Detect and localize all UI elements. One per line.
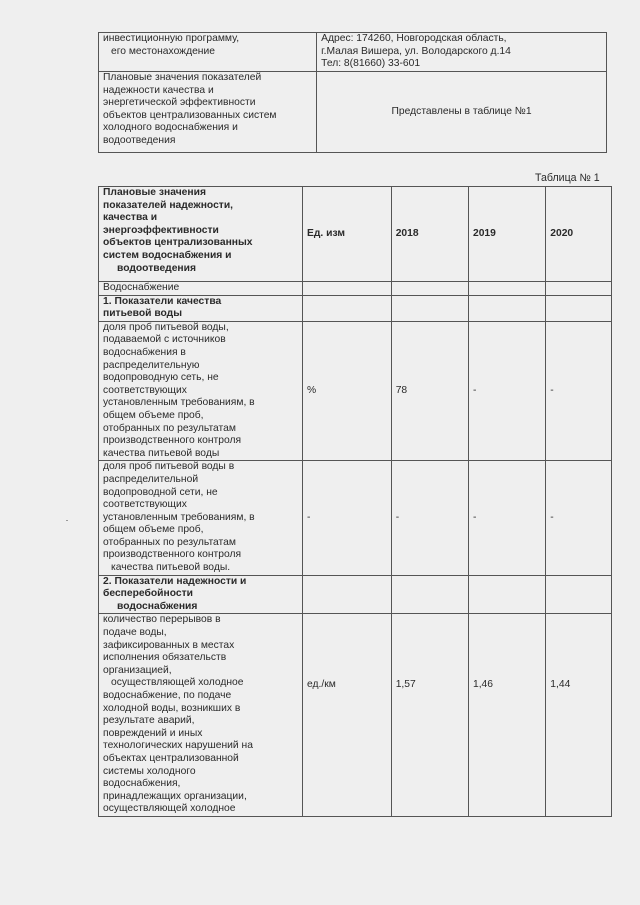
group-line: водоснабжения bbox=[117, 600, 198, 612]
indicator-row bbox=[99, 614, 612, 817]
indicator-line: соответствующих bbox=[103, 384, 187, 396]
indicator-label-cell bbox=[99, 614, 303, 817]
indicator-line: системы холодного bbox=[103, 765, 196, 777]
indicator-line: общем объеме проб, bbox=[103, 524, 204, 536]
section-row bbox=[99, 282, 612, 296]
info-values-reference: Представлены в таблице №1 bbox=[317, 72, 607, 153]
indicator-line: доля проб питьевой воды в bbox=[103, 461, 235, 473]
header-year-2020: 2020 bbox=[546, 187, 612, 282]
header-indicator-cell bbox=[99, 187, 303, 282]
unit-cell: - bbox=[303, 461, 392, 575]
indicator-line: осуществляющей холодное bbox=[103, 803, 236, 815]
indicator-line: общем объеме проб, bbox=[103, 409, 204, 421]
indicator-line: водоснабжения в bbox=[103, 346, 186, 358]
indicator-line: повреждений и иных bbox=[103, 727, 203, 739]
empty-cell bbox=[468, 575, 545, 614]
indicator-line: отобранных по результатам bbox=[103, 422, 236, 434]
value-2019: - bbox=[468, 321, 545, 461]
indicator-line: исполнения обязательств bbox=[103, 652, 227, 664]
scan-speck bbox=[66, 520, 68, 521]
empty-cell bbox=[303, 575, 392, 614]
indicator-line: результате аварий, bbox=[103, 715, 195, 727]
empty-cell bbox=[546, 282, 612, 296]
indicator-label-cell bbox=[99, 321, 303, 461]
indicator-line: водопроводной сети, не bbox=[103, 486, 218, 498]
header-unit: Ед. изм bbox=[303, 187, 392, 282]
group-row bbox=[99, 575, 612, 614]
empty-cell bbox=[303, 295, 392, 321]
indicator-line: производственного контроля bbox=[103, 549, 242, 561]
indicator-line: установленным требованиям, в bbox=[103, 511, 255, 523]
info-row-values bbox=[99, 72, 607, 153]
indicator-line: доля проб питьевой воды, bbox=[103, 321, 229, 333]
unit-cell: % bbox=[303, 321, 392, 461]
value-2020: - bbox=[546, 461, 612, 575]
group-row bbox=[99, 295, 612, 321]
empty-cell bbox=[546, 575, 612, 614]
info-values-line: энергетической эффективности bbox=[103, 97, 256, 109]
indicator-row bbox=[99, 461, 612, 575]
header-line: Плановые значения bbox=[103, 187, 206, 198]
indicator-line: распределительную bbox=[103, 359, 200, 371]
phone-line: Тел: 8(81660) 33-601 bbox=[321, 58, 421, 70]
address-line: Адрес: 174260, Новгородская область, bbox=[321, 33, 507, 44]
indicator-line: водоснабжения, bbox=[103, 778, 181, 790]
info-values-line: холодного водоснабжения и bbox=[103, 122, 238, 134]
table-caption: Таблица № 1 bbox=[535, 172, 600, 184]
table-header-row bbox=[99, 187, 612, 282]
info-values-label-cell bbox=[99, 72, 317, 153]
header-year-2018: 2018 bbox=[391, 187, 468, 282]
indicator-row bbox=[99, 321, 612, 461]
header-line: показателей надежности, bbox=[103, 199, 234, 211]
info-values-line: Плановые значения показателей bbox=[103, 72, 262, 83]
empty-cell bbox=[468, 295, 545, 321]
indicator-line: объектах централизованной bbox=[103, 752, 239, 764]
group-line: бесперебойности bbox=[103, 588, 193, 600]
indicator-line: водопроводную сеть, не bbox=[103, 372, 219, 384]
info-label-line: инвестиционную программу, bbox=[103, 33, 240, 44]
indicator-line: установленным требованиям, в bbox=[103, 397, 255, 409]
header-line: качества и bbox=[103, 212, 158, 224]
group-label-cell bbox=[99, 575, 303, 614]
empty-cell bbox=[391, 295, 468, 321]
indicator-line: подаче воды, bbox=[103, 627, 167, 639]
group-line: питьевой воды bbox=[103, 308, 183, 320]
value-2018: - bbox=[391, 461, 468, 575]
indicator-line: качества питьевой воды. bbox=[111, 562, 231, 574]
value-2019: 1,46 bbox=[468, 614, 545, 817]
indicator-line: принадлежащих организации, bbox=[103, 790, 247, 802]
indicator-label-cell bbox=[99, 461, 303, 575]
header-year-2019: 2019 bbox=[468, 187, 545, 282]
value-2020: - bbox=[546, 321, 612, 461]
unit-cell: ед./км bbox=[303, 614, 392, 817]
info-values-line: водоотведения bbox=[103, 134, 176, 146]
empty-cell bbox=[468, 282, 545, 296]
empty-cell bbox=[391, 282, 468, 296]
info-values-line: надежности качества и bbox=[103, 84, 214, 96]
info-label-line: его местонахождение bbox=[111, 45, 215, 57]
indicator-line: технологических нарушений на bbox=[103, 740, 253, 752]
address-line: г.Малая Вишера, ул. Володарского д.14 bbox=[321, 45, 511, 57]
header-line: систем водоснабжения и bbox=[103, 249, 232, 261]
indicator-line: холодной воды, возникших в bbox=[103, 702, 241, 714]
indicator-line: зафиксированных в местах bbox=[103, 639, 235, 651]
empty-cell bbox=[391, 575, 468, 614]
group-label-cell bbox=[99, 295, 303, 321]
indicator-line: качества питьевой воды bbox=[103, 447, 220, 459]
indicator-line: отобранных по результатам bbox=[103, 536, 236, 548]
info-values-line: объектов централизованных систем bbox=[103, 109, 277, 121]
info-row-location bbox=[99, 33, 607, 72]
info-label-cell bbox=[99, 33, 317, 72]
header-line: водоотведения bbox=[117, 262, 196, 274]
indicator-line: организацией, bbox=[103, 664, 172, 676]
indicator-line: количество перерывов в bbox=[103, 614, 221, 626]
address-cell bbox=[317, 33, 607, 72]
indicator-line: подаваемой с источников bbox=[103, 334, 226, 346]
section-label: Водоснабжение bbox=[99, 282, 303, 296]
header-line: объектов централизованных bbox=[103, 237, 253, 249]
indicator-line: распределительной bbox=[103, 473, 199, 485]
value-2019: - bbox=[468, 461, 545, 575]
empty-cell bbox=[546, 295, 612, 321]
indicator-line: производственного контроля bbox=[103, 435, 242, 447]
value-2018: 1,57 bbox=[391, 614, 468, 817]
indicators-table bbox=[98, 186, 612, 817]
group-line: 1. Показатели качества bbox=[103, 295, 222, 307]
organization-info-table bbox=[98, 32, 607, 153]
indicator-line: осуществляющей холодное bbox=[111, 677, 244, 689]
header-line: энергоэффективности bbox=[103, 224, 219, 236]
value-2018: 78 bbox=[391, 321, 468, 461]
value-2020: 1,44 bbox=[546, 614, 612, 817]
indicator-line: соответствующих bbox=[103, 499, 187, 511]
empty-cell bbox=[303, 282, 392, 296]
group-line: 2. Показатели надежности и bbox=[103, 575, 247, 587]
indicator-line: водоснабжение, по подаче bbox=[103, 690, 232, 701]
